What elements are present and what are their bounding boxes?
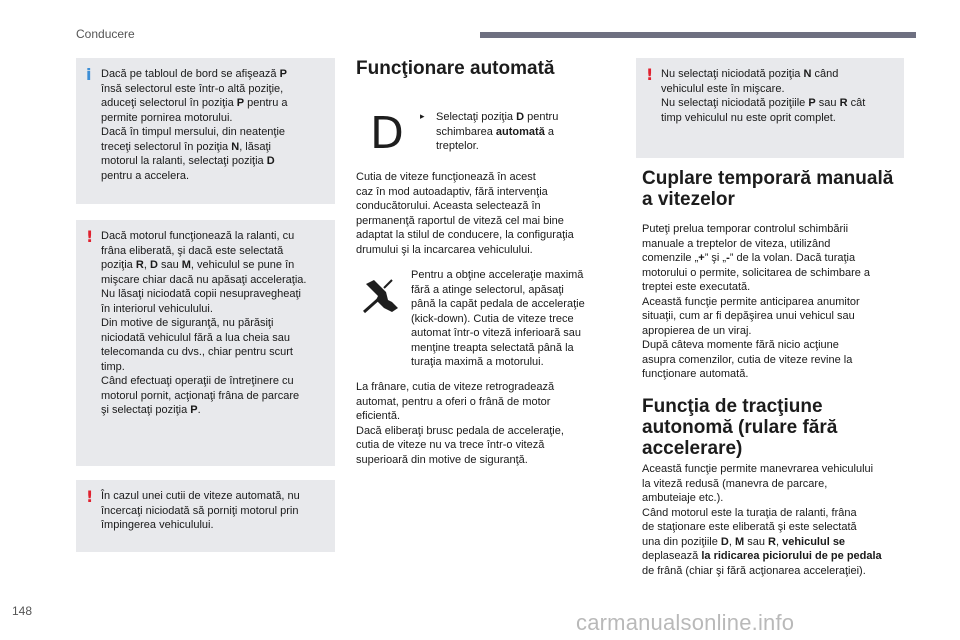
text-line: menţine treapta selectată până la bbox=[411, 341, 574, 354]
text-run: Nu lăsaţi niciodată copii nesupravegheaţi bbox=[101, 288, 301, 300]
text-run: ” şi „ bbox=[704, 252, 727, 264]
text-line bbox=[436, 125, 605, 140]
text-run: permite pornirea motorului. bbox=[101, 111, 233, 124]
text-line bbox=[101, 360, 327, 375]
info-box bbox=[76, 58, 335, 204]
text-line bbox=[101, 518, 327, 533]
text-line: eficientă. bbox=[356, 410, 401, 422]
text-run: Dacă motorul funcţionează la ralanti, cu bbox=[101, 230, 295, 242]
watermark: carmanualsonline.info bbox=[576, 610, 795, 635]
text-line bbox=[642, 462, 912, 477]
text-run: Dacă în timpul mersului, din neatenţie bbox=[101, 126, 286, 138]
text-run: Puteţi prelua temporar controlul schimbării bbox=[642, 223, 849, 235]
text-line bbox=[101, 140, 327, 155]
text-line bbox=[642, 506, 912, 521]
bold-text: R bbox=[768, 535, 776, 548]
section-label: Conducere bbox=[76, 27, 135, 41]
bold-text: N bbox=[803, 68, 812, 80]
paragraph-kickdown bbox=[411, 268, 611, 370]
text-run: pentru a bbox=[244, 97, 288, 109]
text-line: cutia de viteze nu va trece într-o viteză bbox=[356, 439, 545, 451]
text-run: ambuteiaje etc.). bbox=[642, 492, 724, 504]
text-line: Cutia de viteze funcţionează în acest bbox=[356, 171, 536, 183]
text-run: încercaţi niciodată să porniţi motorul prin bbox=[101, 504, 299, 517]
text-run: telecomanda cu dvs., chiar pentru scurt bbox=[101, 346, 293, 358]
text-line bbox=[642, 295, 912, 310]
text-line bbox=[642, 564, 912, 579]
text-run: Din motive de siguranţă, nu părăsiţi bbox=[101, 317, 274, 329]
text-line bbox=[101, 287, 327, 302]
text-run: însă selectorul este într-o altă poziţie, bbox=[101, 82, 284, 95]
text-run: de frână (chiar şi fără acţionarea acceleraţiei). bbox=[642, 564, 866, 577]
text-run: Când efectuaţi operaţii de întreţinere cu bbox=[101, 375, 294, 387]
text-line bbox=[642, 338, 912, 353]
text-line bbox=[661, 111, 896, 126]
bold-text: automată bbox=[495, 125, 545, 138]
title-line: autonomă (rulare fără bbox=[642, 417, 838, 438]
text-run: sau bbox=[157, 259, 182, 271]
bold-text: M bbox=[734, 535, 745, 548]
text-run: În cazul unei cutii de viteze automată, nu bbox=[101, 490, 300, 502]
text-line bbox=[101, 154, 327, 169]
paragraph-autoadaptive bbox=[356, 170, 606, 257]
text-run: Nu selectaţi niciodată poziţia bbox=[661, 68, 804, 80]
text-run: sau bbox=[744, 535, 768, 548]
text-line: automat într-o viteză inferioară sau bbox=[411, 327, 581, 339]
text-line bbox=[101, 331, 327, 346]
text-run: când bbox=[811, 68, 839, 80]
gear-d-symbol: D bbox=[370, 108, 404, 159]
info-box-text bbox=[101, 67, 327, 183]
bold-text: M bbox=[181, 259, 191, 271]
text-line bbox=[661, 82, 896, 97]
instruction-select-d bbox=[420, 110, 605, 154]
text-run: , bbox=[143, 259, 150, 271]
text-run: niciodată vehiculul fără a lua cheia sau bbox=[101, 331, 290, 344]
text-run: aduceţi selectorul în poziţia bbox=[101, 97, 237, 109]
text-run: motorul pornit, acţionaţi frâna de parcare bbox=[101, 389, 300, 402]
text-run: mişcare chiar dacă nu apăsaţi acceleraţia. bbox=[101, 273, 307, 286]
text-line bbox=[101, 125, 327, 140]
text-line bbox=[436, 139, 605, 154]
text-line bbox=[436, 110, 605, 125]
text-run: Dacă pe tabloul de bord se afişează bbox=[101, 68, 280, 80]
text-run: frâna eliberată, şi dacă este selectată bbox=[101, 244, 284, 257]
header-bar bbox=[480, 32, 916, 38]
text-line bbox=[661, 67, 896, 82]
text-line bbox=[101, 489, 327, 504]
text-run: asupra comenzilor, cutia de viteze revine la bbox=[642, 353, 853, 366]
text-line bbox=[101, 244, 327, 259]
text-run: la viteză redusă (manevra de parcare, bbox=[642, 477, 828, 490]
text-line: drumului şi la incarcarea vehiculului. bbox=[356, 243, 533, 256]
text-line bbox=[642, 266, 912, 281]
text-run: , bbox=[728, 535, 735, 548]
text-line bbox=[642, 477, 912, 492]
section-title-manual bbox=[642, 168, 922, 210]
warning-box-push-start bbox=[76, 480, 335, 552]
text-line bbox=[101, 229, 327, 244]
warning-icon: ! bbox=[86, 487, 94, 506]
text-run: timp vehiculul nu este oprit complet. bbox=[661, 111, 836, 124]
text-run: ” de la volan. Dacă turaţia bbox=[729, 252, 856, 264]
warning-box-neutral-text bbox=[661, 67, 896, 125]
instruction-text bbox=[436, 110, 605, 154]
text-run: motorului o permite, solicitarea de schimbare a bbox=[642, 266, 871, 279]
text-line: permanenţă raportul de viteză cel mai bine bbox=[356, 214, 564, 227]
text-run: Nu selectaţi niciodată poziţiile bbox=[661, 97, 809, 109]
text-line bbox=[642, 535, 912, 550]
text-run: funcţionare automată. bbox=[642, 368, 749, 380]
text-run: pentru bbox=[524, 111, 559, 123]
text-line: conducătorului. Aceasta selectează în bbox=[356, 200, 541, 212]
bold-text: P bbox=[236, 97, 245, 109]
text-line bbox=[101, 82, 327, 97]
text-run: schimbarea bbox=[436, 125, 496, 138]
text-line bbox=[642, 324, 912, 339]
text-line bbox=[101, 403, 327, 418]
bold-text: P bbox=[808, 97, 816, 109]
bold-text: P bbox=[190, 404, 198, 416]
text-line: până la capăt pedala de acceleraţie bbox=[411, 298, 585, 310]
text-run: timp. bbox=[101, 360, 125, 373]
text-run: După câteva momente fără nicio acţiune bbox=[642, 339, 839, 351]
text-line: adaptat la stilul de conducere, la configuraţia bbox=[356, 229, 574, 241]
warning-icon: ! bbox=[646, 65, 654, 84]
bullet-arrow-icon: ▸ bbox=[420, 112, 425, 122]
text-line: La frânare, cutia de viteze retrogradează bbox=[356, 381, 555, 393]
text-run: a bbox=[544, 125, 555, 138]
text-line bbox=[101, 316, 327, 331]
text-run: deplasează bbox=[642, 550, 699, 562]
text-line bbox=[642, 222, 912, 237]
text-line: turaţia maximă a motorului. bbox=[411, 356, 544, 368]
bold-text: D bbox=[720, 535, 729, 548]
text-run: cât bbox=[847, 97, 866, 109]
text-line bbox=[101, 345, 327, 360]
paragraph-braking bbox=[356, 380, 611, 467]
text-line: Dacă eliberaţi brusc pedala de acceleraţie, bbox=[356, 424, 564, 437]
text-line bbox=[642, 491, 912, 506]
text-line bbox=[642, 251, 912, 266]
text-line bbox=[642, 367, 912, 382]
text-line bbox=[642, 520, 912, 535]
text-line bbox=[101, 169, 327, 184]
text-run: împingerea vehiculului. bbox=[101, 519, 214, 531]
bold-text: la ridicarea piciorului de pe pedala bbox=[698, 550, 882, 562]
text-line bbox=[642, 237, 912, 252]
warning-box-idle-text bbox=[101, 229, 327, 418]
text-line bbox=[101, 389, 327, 404]
text-run: pentru a accelera. bbox=[101, 169, 190, 182]
text-line: automat, pentru a oferi o frână de motor bbox=[356, 395, 551, 408]
text-line bbox=[101, 504, 327, 519]
bold-text: D bbox=[516, 111, 525, 123]
text-run: una din poziţiile bbox=[642, 535, 721, 548]
bold-text: P bbox=[279, 68, 287, 80]
text-line bbox=[101, 374, 327, 389]
page-number: 148 bbox=[12, 604, 33, 618]
text-run: , lăsaţi bbox=[239, 140, 271, 153]
bold-text: - bbox=[726, 252, 730, 264]
text-run: vehiculul este în mişcare. bbox=[661, 82, 785, 95]
text-run: poziţia bbox=[101, 259, 136, 271]
text-run: treptei este executată. bbox=[642, 281, 751, 293]
warning-box-neutral bbox=[636, 58, 904, 158]
text-line bbox=[101, 111, 327, 126]
text-line bbox=[101, 67, 327, 82]
text-run: , vehiculul se pune în bbox=[190, 259, 295, 271]
warning-icon: ! bbox=[86, 227, 94, 246]
bold-text: + bbox=[698, 252, 705, 264]
text-line bbox=[101, 96, 327, 111]
text-line bbox=[642, 353, 912, 368]
text-run: Aceastǎ funcţie permite anticiparea anumitor bbox=[642, 295, 860, 308]
text-run: . bbox=[197, 404, 201, 416]
text-run: Această funcţie permite manevrarea vehiculului bbox=[642, 463, 874, 475]
text-run: în interiorul vehiculului. bbox=[101, 302, 213, 315]
text-line: superioară din motive de siguranţă. bbox=[356, 453, 528, 466]
bold-text: vehiculul se bbox=[782, 535, 846, 548]
title-line: Funcţia de tracţiune bbox=[642, 396, 823, 417]
text-line bbox=[642, 280, 912, 295]
text-run: comenzile „ bbox=[642, 252, 699, 264]
bold-text: D bbox=[149, 259, 158, 271]
section-title-automatic: Funcţionare automată bbox=[356, 58, 555, 79]
warning-box-push-start-text bbox=[101, 489, 327, 533]
text-run: Când motorul este la turaţia de ralanti, frâna bbox=[642, 506, 857, 519]
text-line: caz în mod autoadaptiv, fără intervenţia bbox=[356, 185, 548, 198]
warning-box-idle bbox=[76, 220, 335, 466]
text-run: şi selectaţi poziţia bbox=[101, 404, 191, 416]
title-line: accelerare) bbox=[642, 438, 743, 459]
info-icon: i bbox=[86, 65, 92, 84]
text-run: apropierea de un viraj. bbox=[642, 324, 752, 337]
text-run: manuale a treptelor de viteza, utilizând bbox=[642, 237, 831, 250]
text-line bbox=[661, 96, 896, 111]
text-run: situaţii, cum ar fi depăşirea unui vehicul sau bbox=[642, 310, 855, 322]
paragraph-manual bbox=[642, 222, 912, 382]
bold-text: R bbox=[839, 97, 848, 109]
paragraph-creep bbox=[642, 462, 912, 578]
bold-text: R bbox=[135, 259, 144, 271]
text-run: de staţionare este eliberată şi este selectată bbox=[642, 521, 857, 533]
text-line bbox=[101, 273, 327, 288]
text-line bbox=[101, 302, 327, 317]
text-line bbox=[101, 258, 327, 273]
section-title-creep bbox=[642, 396, 922, 459]
title-line: Cuplare temporară manuală bbox=[642, 168, 894, 189]
text-line: Pentru a obţine acceleraţie maximă bbox=[411, 269, 584, 281]
bold-text: D bbox=[266, 155, 275, 167]
text-run: treceţi selectorul în poziţia bbox=[101, 140, 232, 153]
text-line: fără a atinge selectorul, apăsaţi bbox=[411, 283, 564, 296]
text-line: (kick-down). Cutia de viteze trece bbox=[411, 312, 574, 325]
text-run: sau bbox=[815, 97, 840, 109]
foot-on-pedal-icon bbox=[362, 276, 402, 316]
bold-text: N bbox=[231, 140, 240, 153]
text-run: motorul la ralanti, selectaţi poziţia bbox=[101, 155, 267, 167]
text-line bbox=[642, 309, 912, 324]
text-run: , bbox=[775, 535, 783, 548]
title-line: a vitezelor bbox=[642, 189, 735, 210]
text-run: Selectaţi poziţia bbox=[436, 111, 517, 123]
text-line bbox=[642, 549, 912, 564]
text-run: treptelor. bbox=[436, 140, 479, 152]
